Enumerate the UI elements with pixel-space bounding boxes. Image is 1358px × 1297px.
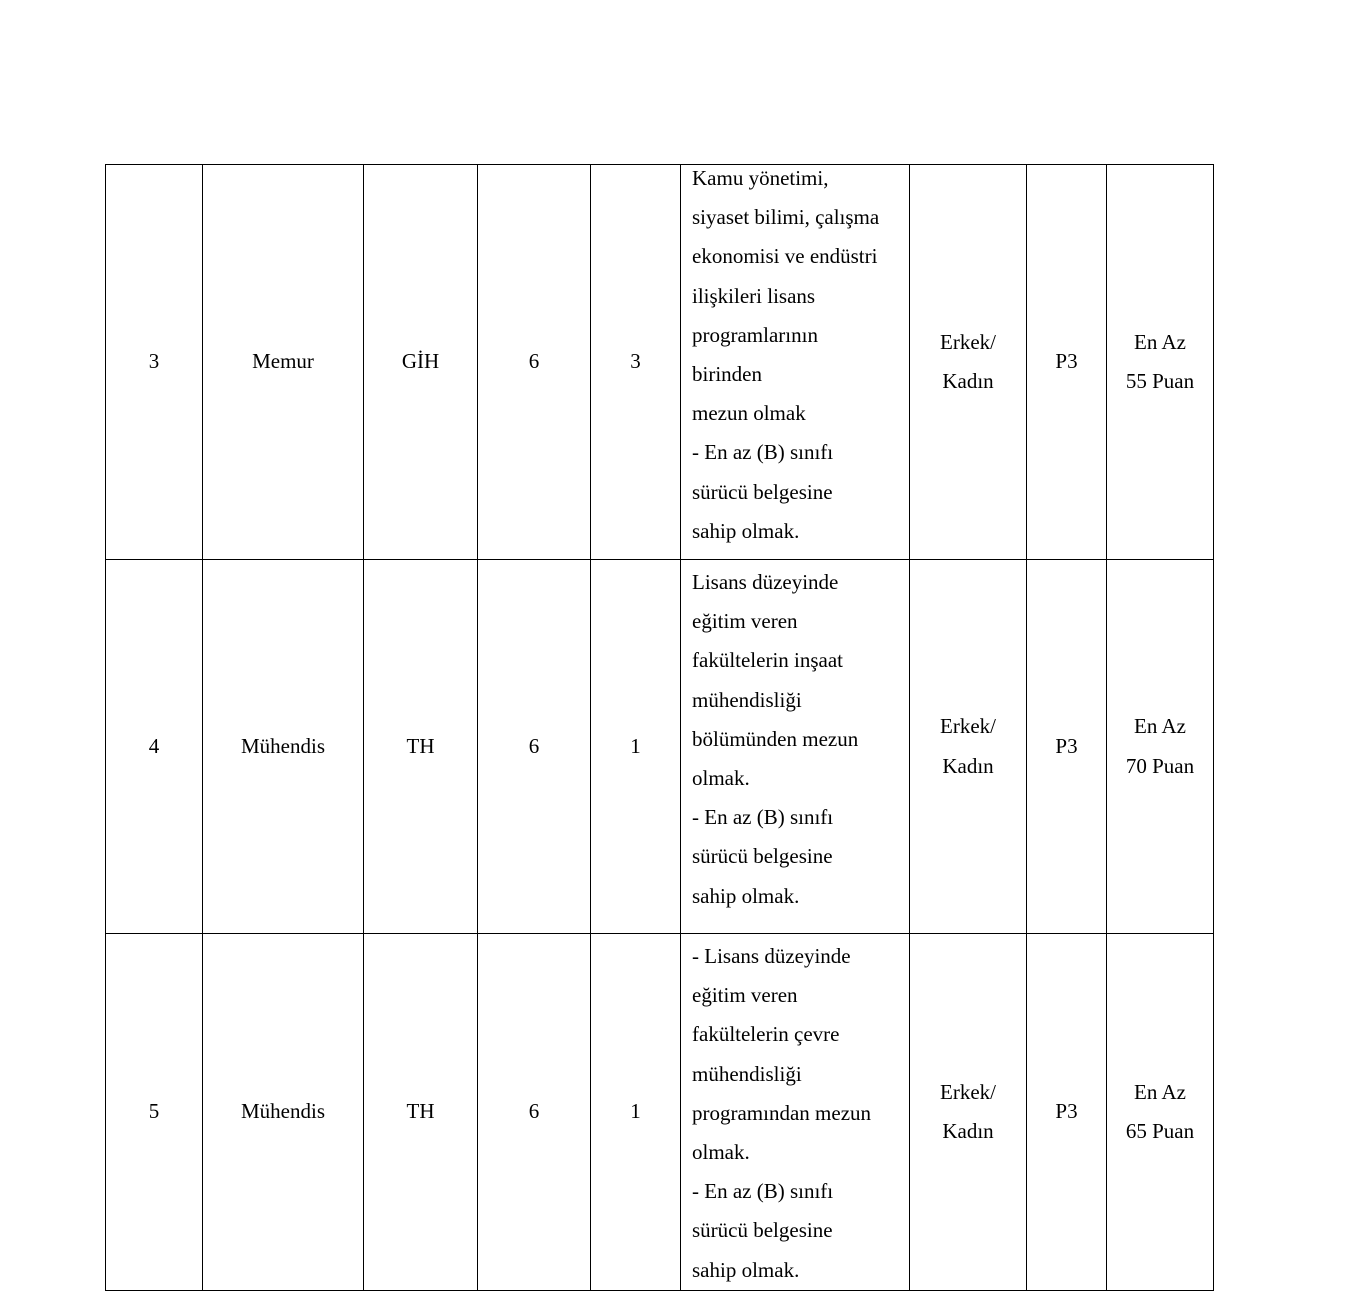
requirements-cell	[681, 934, 910, 1291]
text-line: sürücü belgesine	[692, 479, 833, 504]
requirements-cell	[681, 165, 910, 560]
text-line: programlarının	[692, 322, 818, 347]
table-row	[106, 560, 1214, 934]
text-line: mezun olmak	[692, 401, 806, 426]
table-row	[106, 934, 1214, 1291]
gender-cell	[910, 165, 1027, 560]
text-line: Erkek/	[940, 714, 996, 739]
text-line: fakültelerin çevre	[692, 1022, 840, 1047]
position-class: TH	[364, 934, 478, 1291]
position-degree: 6	[478, 560, 591, 934]
score-type: P3	[1027, 560, 1107, 934]
position-count: 1	[591, 934, 681, 1291]
text-line: eğitim veren	[692, 609, 798, 634]
min-score	[1107, 165, 1214, 560]
text-line: - En az (B) sınıfı	[692, 805, 834, 830]
position-class: GİH	[364, 165, 478, 560]
positions-table	[105, 164, 1214, 1291]
row-number: 5	[106, 934, 203, 1291]
position-title: Mühendis	[203, 560, 364, 934]
text-line: sürücü belgesine	[692, 1218, 833, 1243]
text-line: Erkek/	[940, 329, 996, 354]
text-line: En Az	[1134, 714, 1186, 739]
text-line: 70 Puan	[1125, 753, 1195, 778]
text-line: sahip olmak.	[692, 1257, 800, 1282]
table-body	[106, 165, 1214, 1291]
requirements-text	[692, 563, 901, 916]
text-line: sürücü belgesine	[692, 844, 833, 869]
gender-cell	[910, 560, 1027, 934]
requirements-text	[692, 159, 901, 551]
text-line: - En az (B) sınıfı	[692, 440, 834, 465]
min-score	[1107, 934, 1214, 1291]
text-line: ilişkileri lisans	[692, 283, 816, 308]
row-number: 4	[106, 560, 203, 934]
requirements-text	[692, 937, 901, 1290]
score-type: P3	[1027, 934, 1107, 1291]
text-line: ekonomisi ve endüstri	[692, 244, 878, 269]
text-line: 65 Puan	[1125, 1118, 1195, 1143]
text-line: 55 Puan	[1125, 369, 1195, 393]
text-line: Kadın	[942, 1118, 994, 1143]
text-line: Lisans düzeyinde	[692, 570, 839, 594]
min-score	[1107, 560, 1214, 934]
table-row	[106, 165, 1214, 560]
text-line: Kadın	[942, 753, 994, 778]
text-line: eğitim veren	[692, 983, 798, 1008]
position-degree: 6	[478, 934, 591, 1291]
position-count: 3	[591, 165, 681, 560]
text-line: Kamu yönetimi,	[692, 166, 829, 190]
gender-cell	[910, 934, 1027, 1291]
text-line: bölümünden mezun	[692, 726, 859, 751]
text-line: mühendisliği	[692, 1061, 802, 1086]
text-line: sahip olmak.	[692, 883, 800, 908]
position-title: Mühendis	[203, 934, 364, 1291]
text-line: mühendisliği	[692, 687, 802, 712]
text-line: Kadın	[942, 369, 994, 393]
position-class: TH	[364, 560, 478, 934]
text-line: fakültelerin inşaat	[692, 648, 844, 673]
text-line: birinden	[692, 362, 762, 387]
text-line: programından mezun	[692, 1100, 872, 1125]
score-type: P3	[1027, 165, 1107, 560]
text-line: sahip olmak.	[692, 518, 800, 543]
text-line: siyaset bilimi, çalışma	[692, 205, 880, 230]
position-degree: 6	[478, 165, 591, 560]
text-line: olmak.	[692, 766, 750, 791]
text-line: - En az (B) sınıfı	[692, 1179, 834, 1204]
text-line: olmak.	[692, 1140, 750, 1165]
requirements-cell	[681, 560, 910, 934]
text-line: En Az	[1134, 1079, 1186, 1104]
position-title: Memur	[203, 165, 364, 560]
row-number: 3	[106, 165, 203, 560]
position-count: 1	[591, 560, 681, 934]
text-line: En Az	[1134, 329, 1186, 354]
text-line: Erkek/	[940, 1079, 996, 1104]
text-line: - Lisans düzeyinde	[692, 944, 851, 968]
